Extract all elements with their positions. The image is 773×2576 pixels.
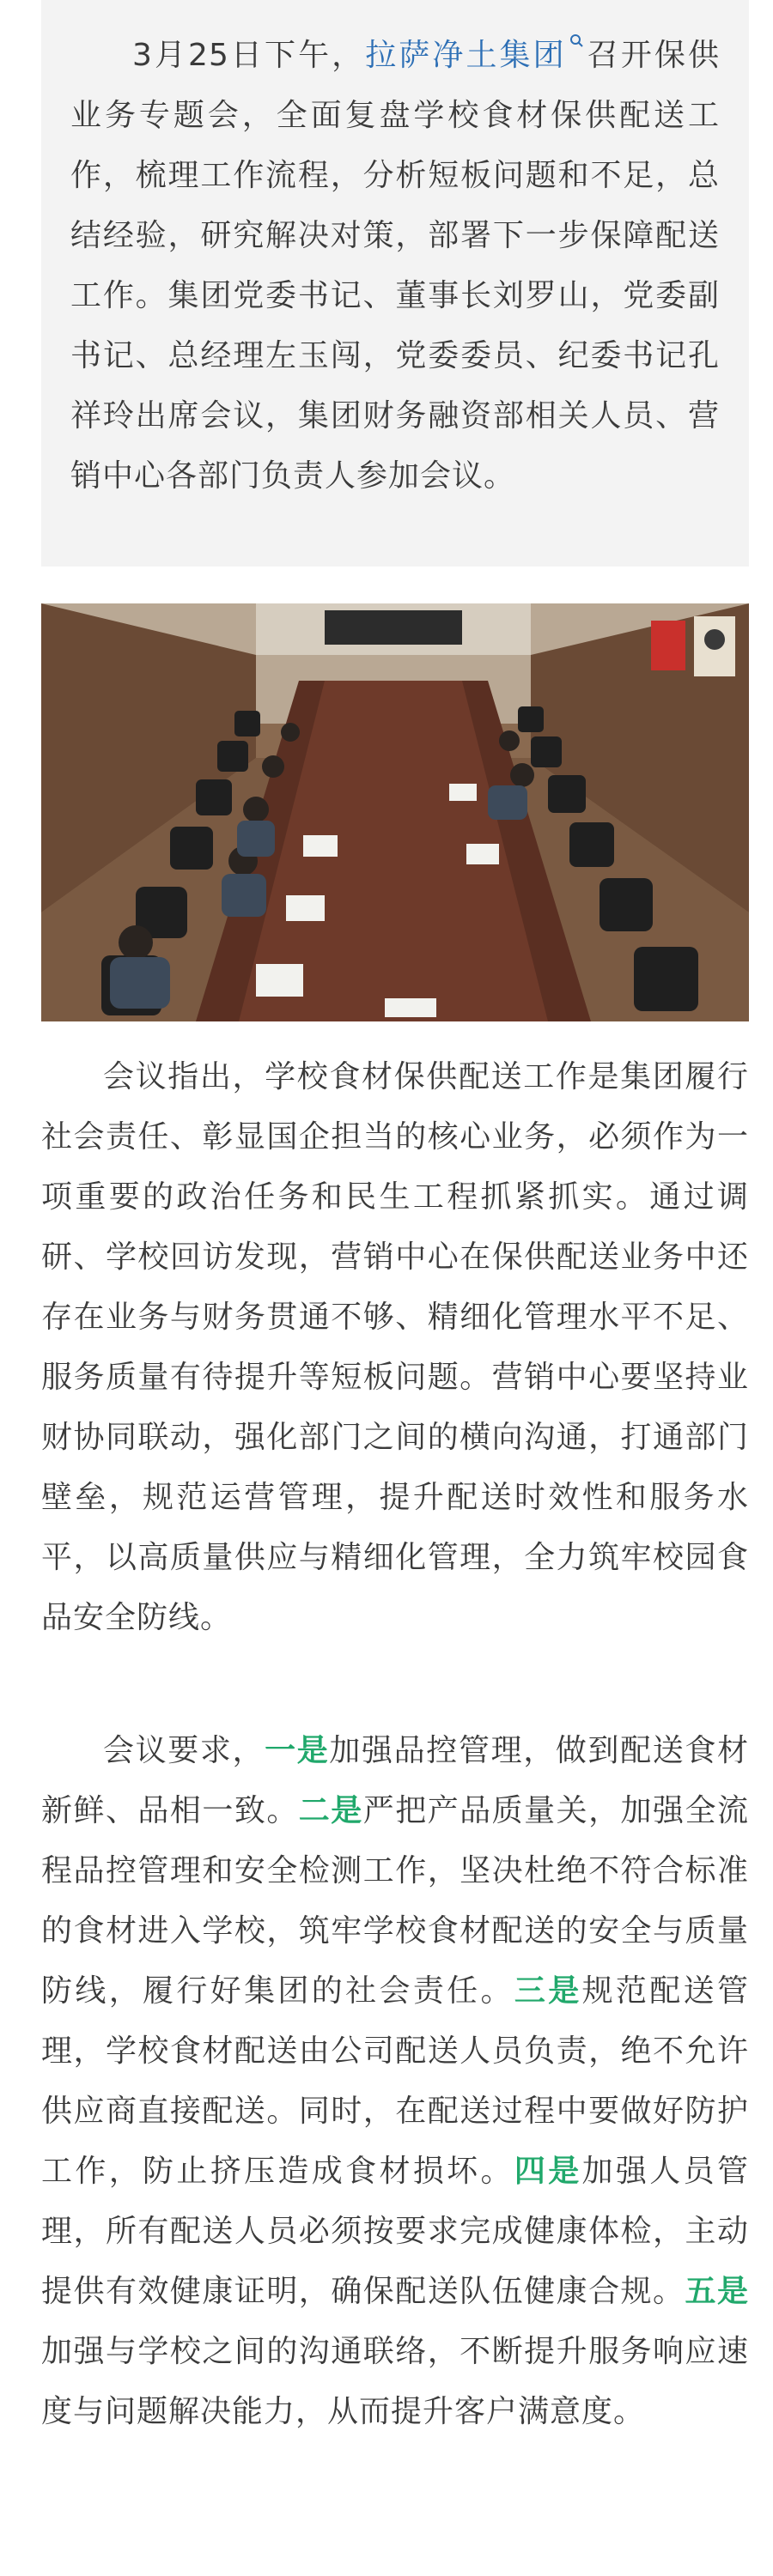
paragraph-1-text: 会议指出，学校食材保供配送工作是集团履行社会责任、彰显国企担当的核心业务，必须作为一项重要的政治任务和民生工程抓紧抓实。通过调研、学校回访发现，营销中心在保供配送业务中还存在业务与财务贯通不够、精细化管理水平不足、服务质量有待提升等短板问题。营销中心要坚持业财协同联动，强化部门之间的横向沟通，打通部门壁垒，规范运营管理，提升配送时效性和服务水平，以高质量供应与精细化管理，全力筑牢校园食品安全防线。: [41, 1059, 749, 1635]
meeting-photo: [41, 603, 749, 1021]
requirement-marker: 三是: [514, 1973, 582, 2009]
intro-rest: 召开保供业务专题会，全面复盘学校食材保供配送工作，梳理工作流程，分析短板问题和不足，总结经验，研究解决对策，部署下一步保障配送工作。集团党委书记、董事长刘罗山，党委副书记、总经理左玉闯，党委委员、纪委书记孔祥玲出席会议，集团财务融资部相关人员、营销中心各部门负责人参加会议。: [70, 38, 720, 494]
intro-box: [41, 0, 749, 567]
search-icon[interactable]: [569, 33, 586, 53]
requirements-lead: 会议要求，: [103, 1733, 265, 1768]
requirement-marker: 四是: [514, 2154, 582, 2189]
paragraph-2-text: [41, 1721, 749, 2442]
requirement-marker: 五是: [685, 2274, 749, 2309]
meeting-room-photo-icon: [41, 603, 749, 1021]
requirement-marker: 一是: [265, 1733, 330, 1768]
intro-paragraph: [70, 26, 720, 506]
requirement-text: 加强人员管理，所有配送人员必须按要求完成健康体检，主动提供有效健康证明，确保配送队伍健康合规。: [41, 2154, 749, 2309]
org-link[interactable]: 拉萨净土集团: [365, 38, 567, 73]
requirement-marker: 二是: [298, 1793, 363, 1828]
paragraph-meeting-points: [41, 1047, 749, 1648]
requirement-text: 加强品控管理，做到配送食材新鲜、品相一致。: [41, 1733, 749, 1828]
intro-lead: 3月25日下午，: [132, 38, 366, 73]
paragraph-meeting-requirements: [41, 1721, 749, 2442]
requirement-text: 加强与学校之间的沟通联络，不断提升服务响应速度与问题解决能力，从而提升客户满意度。: [41, 2334, 749, 2429]
requirement-text: 严把产品质量关，加强全流程品控管理和安全检测工作，坚决杜绝不符合标准的食材进入学校，筑牢学校食材配送的安全与质量防线，履行好集团的社会责任。: [41, 1793, 749, 2009]
requirement-text: 规范配送管理，学校食材配送由公司配送人员负责，绝不允许供应商直接配送。同时，在配送过程中要做好防护工作，防止挤压造成食材损坏。: [41, 1973, 749, 2189]
